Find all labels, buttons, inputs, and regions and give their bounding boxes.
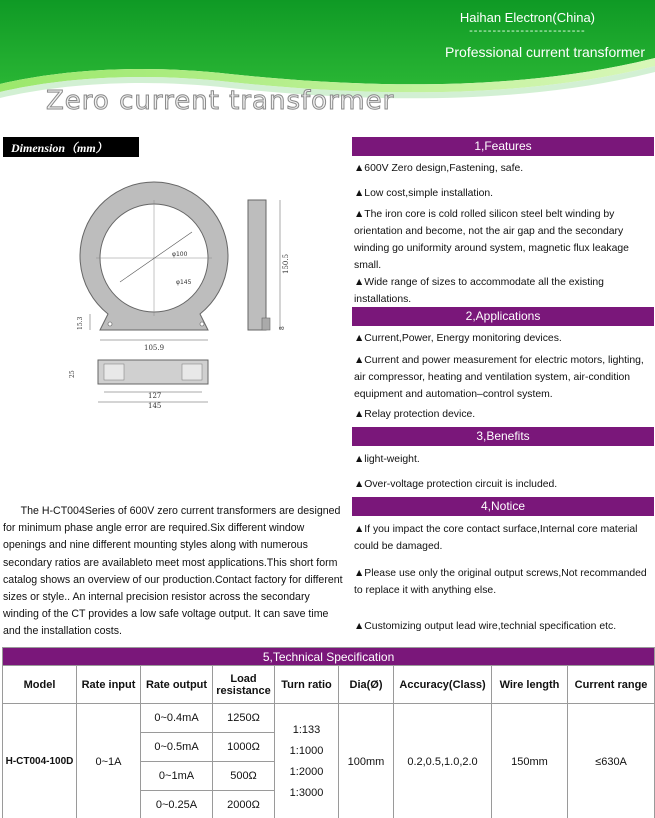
- load-resistance-cell: 1250Ω: [213, 704, 275, 733]
- wire-length-cell: 150mm: [492, 704, 568, 818]
- side-view-tab: [262, 318, 270, 330]
- features-header: 1,Features: [352, 137, 654, 156]
- spec-table: [2, 647, 655, 818]
- feature-item: ▲Wide range of sizes to accommodate all the existing installations.: [354, 277, 604, 305]
- page-header: [0, 0, 655, 130]
- inner-dia-label: φ100: [172, 251, 188, 258]
- company-block: [460, 10, 595, 37]
- benefit-item: ▲Over-voltage protection circuit is included.: [354, 479, 558, 490]
- col-header: Dia(Ø): [339, 666, 394, 704]
- rate-output-cell: 0~0.5mA: [141, 733, 213, 762]
- turn-ratio-cell: [275, 704, 339, 818]
- turn-ratio-value: 1:1000: [289, 744, 324, 757]
- rate-output-cell: 0~0.25A: [141, 791, 213, 818]
- mount-hole-right: [200, 322, 204, 326]
- notice-item: ▲Please use only the original output screws,Not recommanded to replace it with anything else.: [354, 568, 647, 596]
- product-title: Zero current transformer: [46, 86, 395, 116]
- dimension-label: Dimension（mm）: [3, 137, 139, 157]
- rate-output-cell: 0~0.4mA: [141, 704, 213, 733]
- notice-item: ▲Customizing output lead wire,technial specification etc.: [354, 621, 617, 632]
- accuracy-cell: 0.2,0.5,1.0,2.0: [394, 704, 492, 818]
- rate-input-cell: 0~1A: [77, 704, 141, 818]
- outer-dia-label: φ145: [176, 279, 192, 286]
- turn-ratio-value: 1:2000: [289, 765, 324, 778]
- spec-header-row: [3, 666, 655, 704]
- dimension-drawing: [60, 170, 300, 410]
- table-row: [3, 704, 655, 733]
- dia-cell: 100mm: [339, 704, 394, 818]
- base-width-label: 105.9: [144, 344, 165, 352]
- spec-title: 5,Technical Specification: [3, 648, 655, 666]
- side-view-body: [248, 200, 266, 330]
- bottom-view-pad-left: [104, 364, 124, 380]
- current-range-cell: ≤630A: [568, 704, 655, 818]
- load-resistance-cell: 500Ω: [213, 762, 275, 791]
- feature-item: ▲The iron core is cold rolled silicon steel belt winding by orientation and become, not the air gap and the secondary winding go uniformity around system, magnetic flux leakage small.: [354, 209, 629, 271]
- total-length-label: 145: [148, 402, 162, 410]
- notice-item: ▲If you impact the core contact surface,Internal core material could be damaged.: [354, 524, 638, 552]
- col-header: Accuracy(Class): [394, 666, 492, 704]
- col-header: Turn ratio: [275, 666, 339, 704]
- col-header: Rate output: [141, 666, 213, 704]
- application-item: ▲Relay protection device.: [354, 409, 476, 420]
- col-header: Rate input: [77, 666, 141, 704]
- company-divider: -------------------------: [469, 25, 586, 37]
- rate-output-cell: 0~1mA: [141, 762, 213, 791]
- col-header: Load resistance: [213, 666, 275, 704]
- thickness-label: 8: [279, 326, 286, 330]
- left-height-label: 15.3: [77, 316, 84, 330]
- benefit-item: ▲light-weight.: [354, 454, 420, 465]
- application-item: ▲Current and power measurement for electric motors, lighting, air compressor, heating and ventilation system, air-condition equipment and automation–control system.: [354, 355, 644, 400]
- height-label: 150.5: [282, 253, 290, 274]
- application-item: ▲Current,Power, Energy monitoring devices.: [354, 333, 562, 344]
- company-name: Haihan Electron(China): [459, 10, 595, 25]
- intro-text: The H-CT004Series of 600V zero current transformers are designed for minimum phase angle error are required.Six different window openings and nine different mounting styles along with numerous secondary ratios are availableto meet most applications.This short form catalog shows an overview of our production.Contact factory for different sizes or style.. An internal precision resistor across the secondary winding of the CT provides a low safe voltage output. It can save time and the installation costs.: [3, 505, 343, 638]
- col-header: Model: [3, 666, 77, 704]
- intro-paragraph: [3, 503, 343, 641]
- feature-item: ▲600V Zero design,Fastening, safe.: [354, 163, 524, 174]
- col-header: Wire length: [492, 666, 568, 704]
- notice-header: 4,Notice: [352, 497, 654, 516]
- side-height-label: 25: [69, 370, 76, 378]
- bottom-length-label: 127: [148, 392, 162, 400]
- tagline: Professional current transformer: [445, 44, 645, 60]
- turn-ratio-value: 1:133: [292, 723, 321, 736]
- load-resistance-cell: 1000Ω: [213, 733, 275, 762]
- bottom-view-pad-right: [182, 364, 202, 380]
- col-header: Current range: [568, 666, 655, 704]
- mount-hole-left: [108, 322, 112, 326]
- turn-ratio-value: 1:3000: [289, 786, 324, 799]
- applications-header: 2,Applications: [352, 307, 654, 326]
- benefits-header: 3,Benefits: [352, 427, 654, 446]
- load-resistance-cell: 2000Ω: [213, 791, 275, 818]
- feature-item: ▲Low cost,simple installation.: [354, 188, 494, 199]
- model-cell: H-CT004-100D: [3, 704, 77, 818]
